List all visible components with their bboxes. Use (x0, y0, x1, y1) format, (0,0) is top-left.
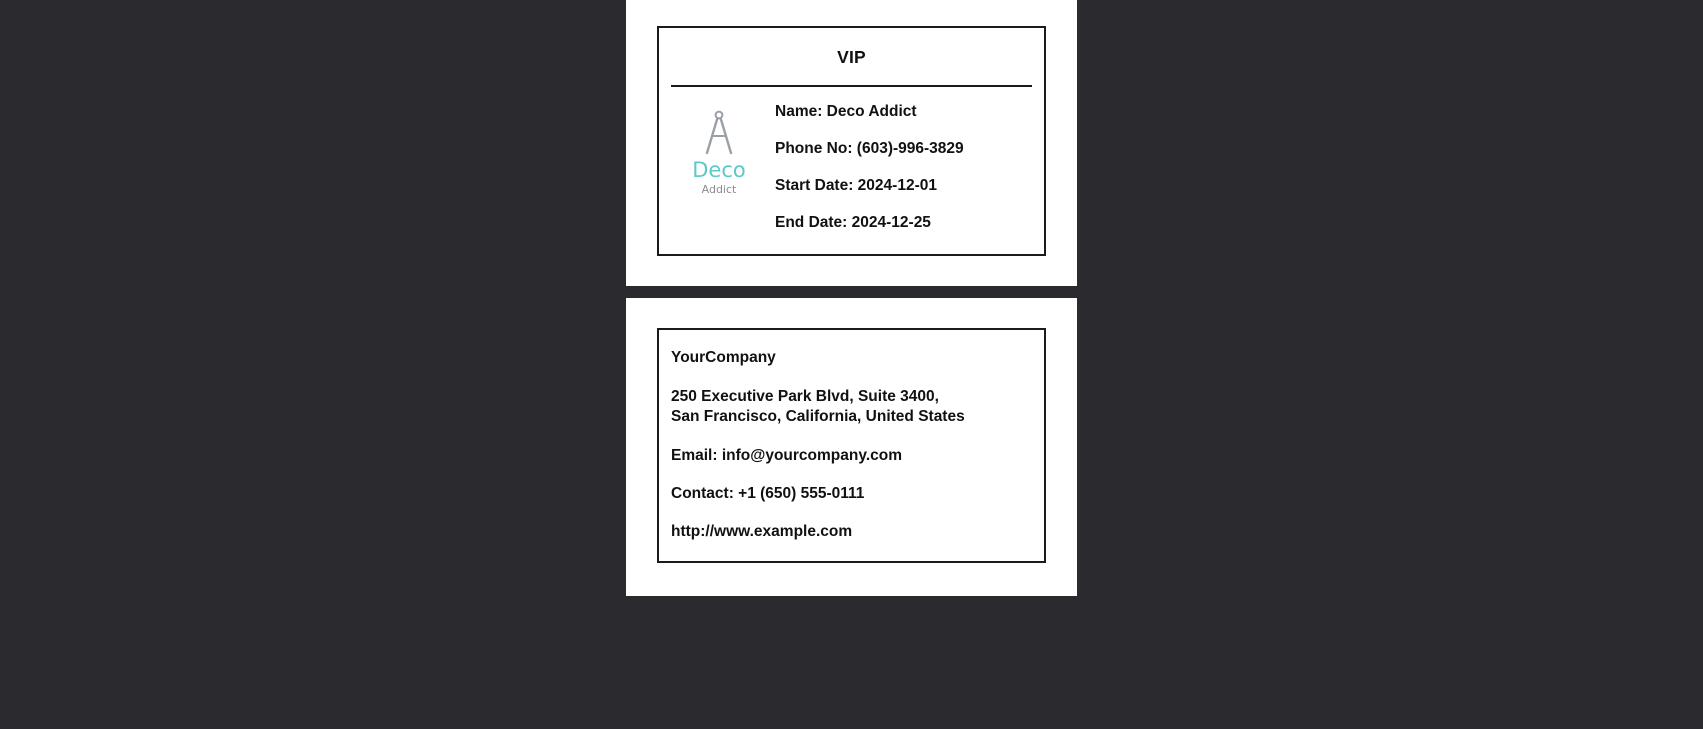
logo-subtext: Addict (701, 183, 737, 196)
company-address-line-1: 250 Executive Park Blvd, Suite 3400, (671, 388, 939, 405)
company-website[interactable]: http://www.example.com (671, 523, 853, 541)
vip-card-body (659, 87, 1044, 254)
vip-card-fields (767, 103, 1032, 232)
logo-wordmark: Deco (692, 158, 746, 182)
company-name: YourCompany (671, 349, 776, 366)
vip-card-title: VIP (671, 28, 1032, 87)
field-phone: Phone No: (603)-996-3829 (775, 140, 964, 157)
field-start-date: Start Date: 2024-12-01 (775, 177, 937, 194)
company-email: Email: info@yourcompany.com (671, 447, 903, 465)
document-page-1 (626, 0, 1077, 286)
compass-divider-icon (693, 107, 745, 159)
vip-card (657, 26, 1046, 256)
company-contact: Contact: +1 (650) 555-0111 (671, 485, 865, 503)
field-end-date: End Date: 2024-12-25 (775, 214, 931, 231)
deco-addict-logo (671, 103, 767, 195)
company-card (657, 328, 1046, 563)
field-name: Name: Deco Addict (775, 103, 917, 120)
company-address-line-2: San Francisco, California, United States (671, 408, 965, 426)
document-page-2 (626, 298, 1077, 596)
company-address (671, 387, 1032, 427)
